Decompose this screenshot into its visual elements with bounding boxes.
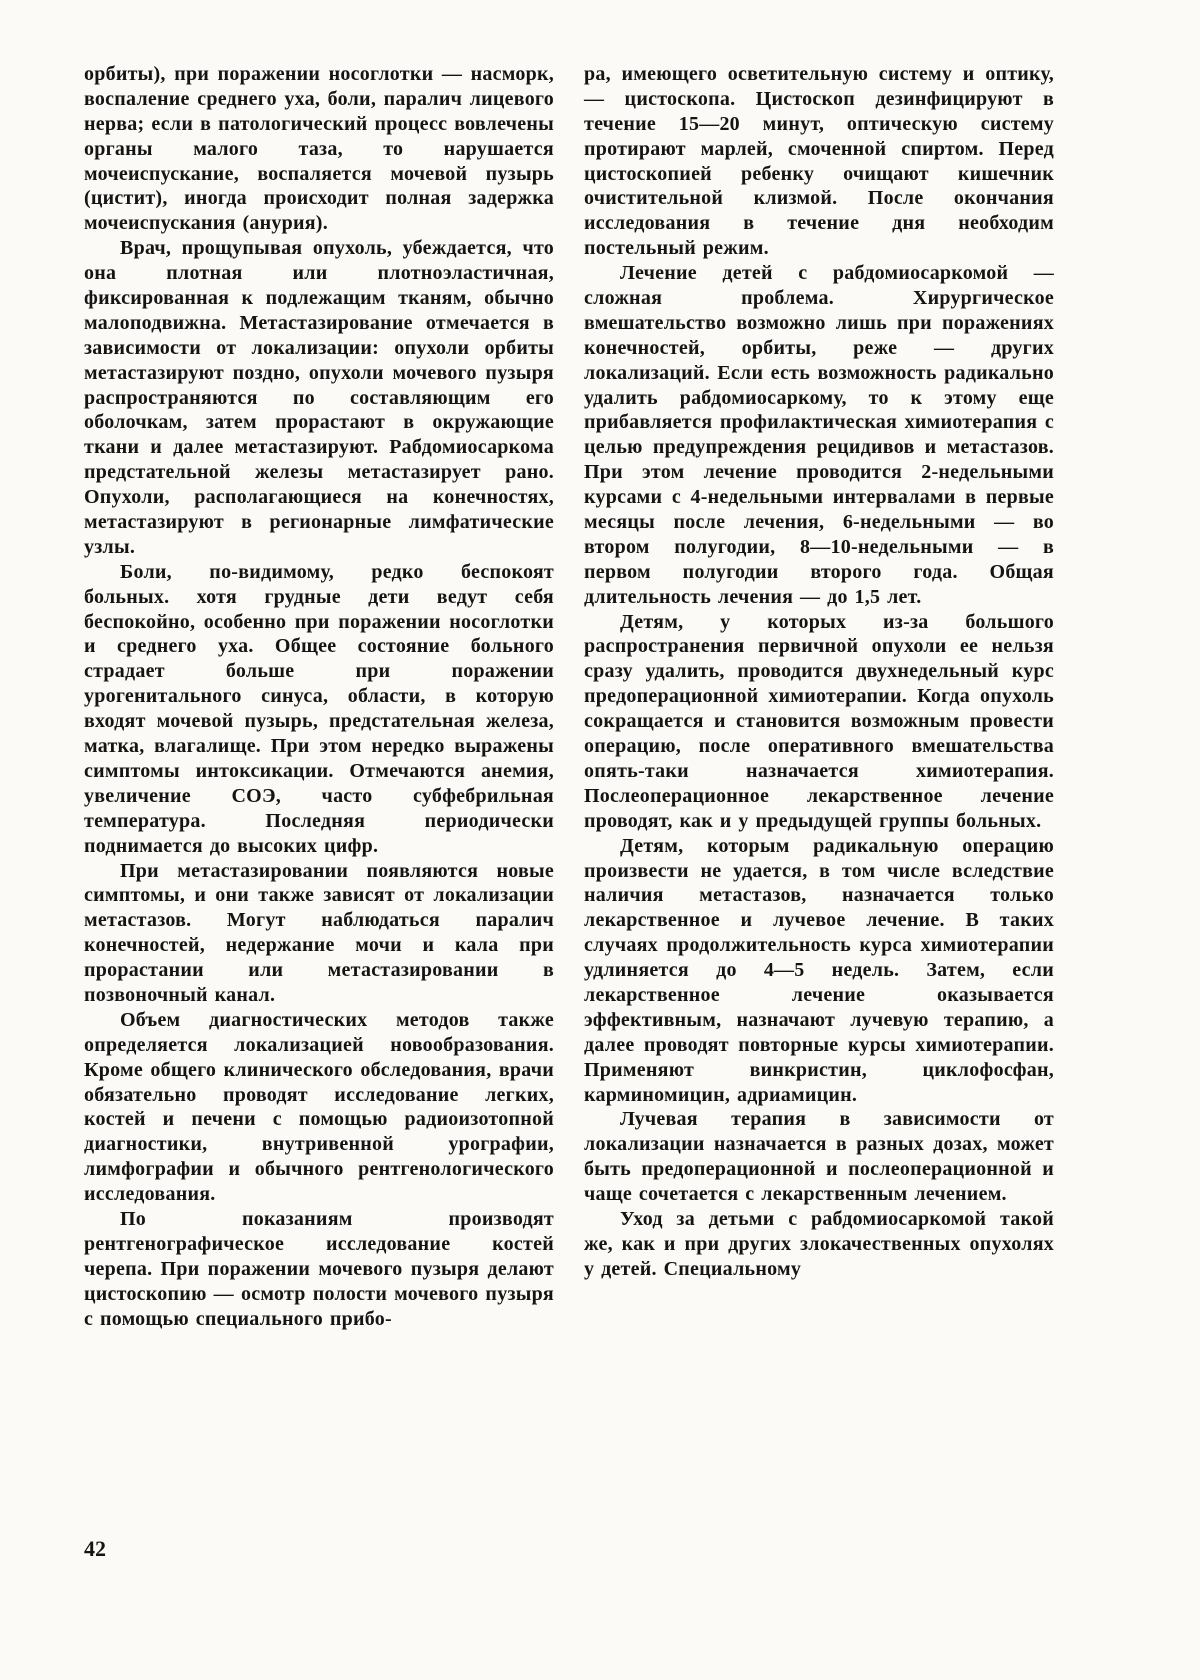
- paragraph: Детям, которым радикальную операцию произвести не удается, в том числе вследствие наличия метастазов, назначается только лекарственное и лучевое лечение. В таких случаях продолжительность курса химиотерапии удлиняется до 4—5 недель. Затем, если лекарственное лечение оказывается эффективным, назначают лучевую терапию, а далее проводят повторные курсы химиотерапии. Применяют винкристин, циклофосфан, карминомицин, адриамицин.: [584, 834, 1054, 1106]
- paragraph: Детям, у которых из-за большого распространения первичной опухоли ее нельзя сразу удалить, проводится двухнедельный курс предоперационной химиотерапии. Когда опухоль сокращается и становится возможным провести операцию, после оперативного вмешательства опять-таки назначается химиотерапия. Послеоперационное лекарственное лечение проводят, как и у предыдущей группы больных.: [584, 610, 1054, 832]
- left-column: [84, 62, 554, 1331]
- paragraph-continuation: ра, имеющего осветительную систему и оптику,— цистоскопа. Цистоскоп дезинфицируют в течение 15—20 минут, оптическую систему протирают марлей, смоченной спиртом. Перед цистоскопией ребенку очищают кишечник очистительной клизмой. После окончания исследования в течение дня необходим постельный режим.: [584, 63, 1054, 260]
- text-columns: [84, 62, 1200, 1331]
- paragraph: Лучевая терапия в зависимости от локализации назначается в разных дозах, может быть предоперационной и послеоперационной и чаще сочетается с лекарственным лечением.: [584, 1108, 1054, 1206]
- right-column: [584, 62, 1054, 1331]
- paragraph: Врач, прощупывая опухоль, убеждается, что она плотная или плотноэластичная, фиксированная к подлежащим тканям, обычно малоподвижна. Метастазирование отмечается в зависимости от локализации: опухоли орбиты метастазируют поздно, опухоли мочевого пузыря распространяются по составляющим его оболочкам, затем прорастают в окружающие ткани и далее метастазируют. Рабдомиосаркома предстательной железы метастазирует рано. Опухоли, располагающиеся на конечностях, метастазируют в регионарные лимфатические узлы.: [84, 237, 554, 558]
- paragraph: Боли, по-видимому, редко беспокоят больных. хотя грудные дети ведут себя беспокойно, особенно при поражении носоглотки и среднего уха. Общее состояние больного страдает больше при поражении урогенитального синуса, области, в которую входят мочевой пузырь, предстательная железа, матка, влагалище. При этом нередко выражены симптомы интоксикации. Отмечаются анемия, увеличение СОЭ, часто субфебрильная температура. Последняя периодически поднимается до высоких цифр.: [84, 560, 554, 857]
- paragraph-continuation: орбиты), при поражении носоглотки — насморк, воспаление среднего уха, боли, паралич лицевого нерва; если в патологический процесс вовлечены органы малого таза, то нарушается мочеиспускание, воспаляется мочевой пузырь (цистит), иногда происходит полная задержка мочеиспускания (анурия).: [84, 63, 554, 235]
- paragraph: По показаниям производят рентгенографическое исследование костей черепа. При поражении мочевого пузыря делают цистоскопию — осмотр полости мочевого пузыря с помощью специального прибо-: [84, 1207, 554, 1330]
- page-number: 42: [84, 1536, 106, 1561]
- paragraph: Объем диагностических методов также определяется локализацией новообразования. Кроме общего клинического обследования, врачи обязательно проводят исследование легких, костей и печени с помощью радиоизотопной диагностики, внутривенной урографии, лимфографии и обычного рентгенологического исследования.: [84, 1008, 554, 1206]
- paragraph: Уход за детьми с рабдомиосаркомой такой же, как и при других злокачественных опухолях у детей. Специальному: [584, 1207, 1054, 1280]
- paragraph: При метастазировании появляются новые симптомы, и они также зависят от локализации метастазов. Могут наблюдаться паралич конечностей, недержание мочи и кала при прорастании или метастазировании в позвоночный канал.: [84, 859, 554, 1006]
- paragraph: Лечение детей с рабдомиосаркомой — сложная проблема. Хирургическое вмешательство возможно лишь при поражениях конечностей, орбиты, реже — других локализаций. Если есть возможность радикально удалить рабдомиосаркому, то к этому еще прибавляется профилактическая химиотерапия с целью предупреждения рецидивов и метастазов. При этом лечение проводится 2-недельными курсами с 4-недельными интервалами в первые месяцы после лечения, 6-недельными — во втором полугодии, 8—10-недельными — в первом полугодии второго года. Общая длительность лечения — до 1,5 лет.: [584, 262, 1054, 608]
